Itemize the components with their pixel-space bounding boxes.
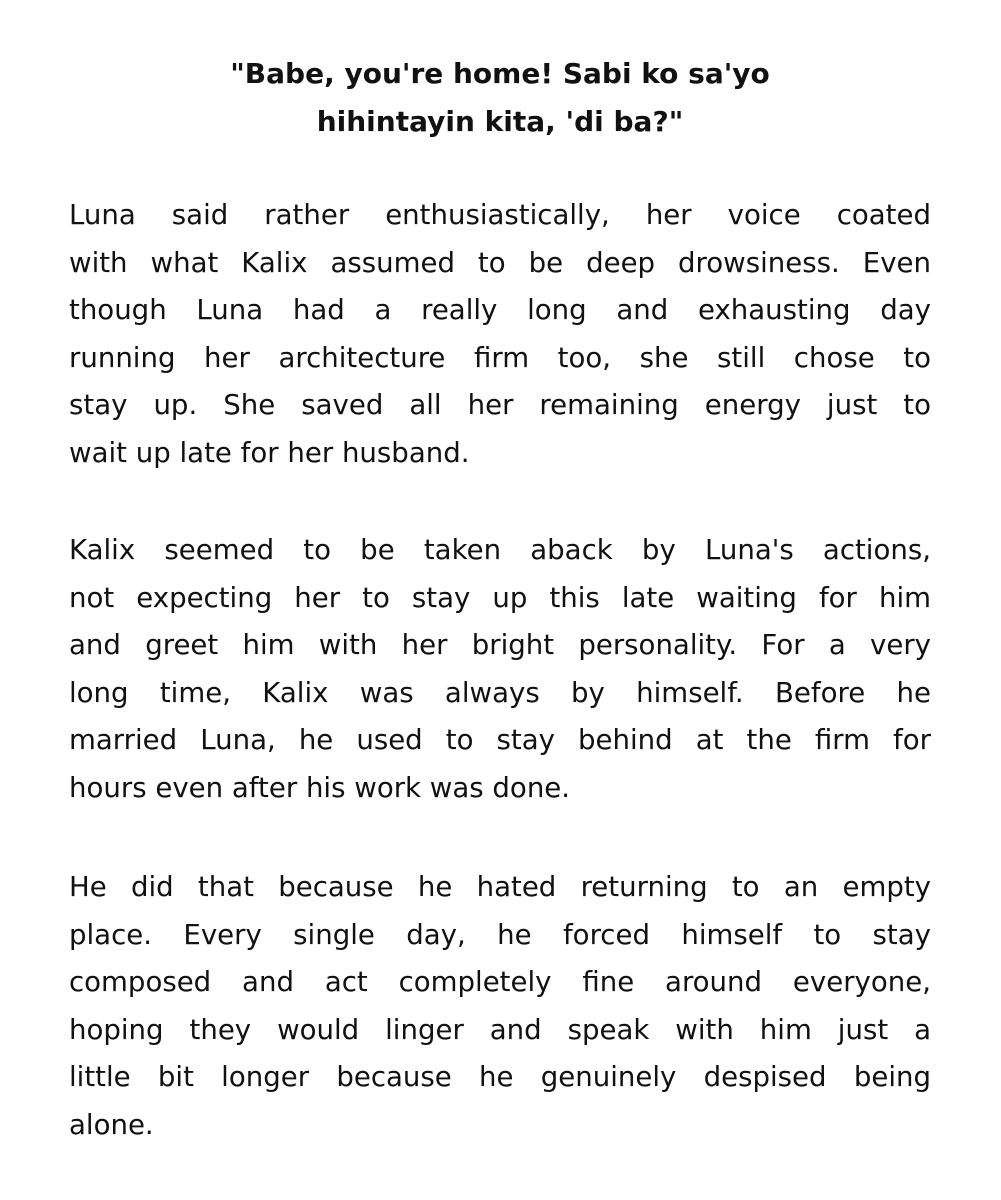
text-line: wait up late for her husband. bbox=[69, 435, 470, 469]
text-line: married Luna, he used to stay behind at the firm for bbox=[69, 723, 931, 757]
text-line: though Luna had a really long and exhausting day bbox=[69, 293, 931, 327]
text-line: place. Every single day, he forced himself to stay bbox=[69, 917, 931, 951]
text-line: not expecting her to stay up this late waiting for him bbox=[69, 580, 931, 614]
text-line: Luna said rather enthusiastically, her voice coated bbox=[69, 198, 931, 231]
text-line: composed and act completely fine around everyone, bbox=[69, 965, 931, 999]
text-line: stay up. She saved all her remaining energy just to bbox=[69, 388, 931, 422]
dialogue-quote bbox=[150, 50, 850, 146]
text-line: with what Kalix assumed to be deep drowsiness. Even bbox=[69, 245, 931, 279]
text-line: Kalix seemed to be taken aback by Luna's actions, bbox=[69, 533, 931, 566]
text-line: hours even after his work was done. bbox=[69, 770, 571, 804]
story-paragraph bbox=[69, 191, 931, 477]
text-line: long time, Kalix was always by himself. Before he bbox=[69, 675, 931, 709]
text-line: and greet him with her bright personality. For a very bbox=[69, 628, 931, 662]
dialogue-line: hihintayin kita, 'di ba?" bbox=[316, 105, 684, 138]
text-line: little bit longer because he genuinely despised being bbox=[69, 1060, 931, 1094]
story-paragraph bbox=[69, 526, 931, 812]
text-line: running her architecture firm too, she still chose to bbox=[69, 340, 931, 374]
dialogue-line: "Babe, you're home! Sabi ko sa'yo bbox=[230, 57, 770, 90]
text-line: He did that because he hated returning to an empty bbox=[69, 870, 931, 903]
text-line: hoping they would linger and speak with him just a bbox=[69, 1012, 931, 1046]
story-paragraph bbox=[69, 863, 931, 1149]
text-line: alone. bbox=[69, 1107, 154, 1141]
